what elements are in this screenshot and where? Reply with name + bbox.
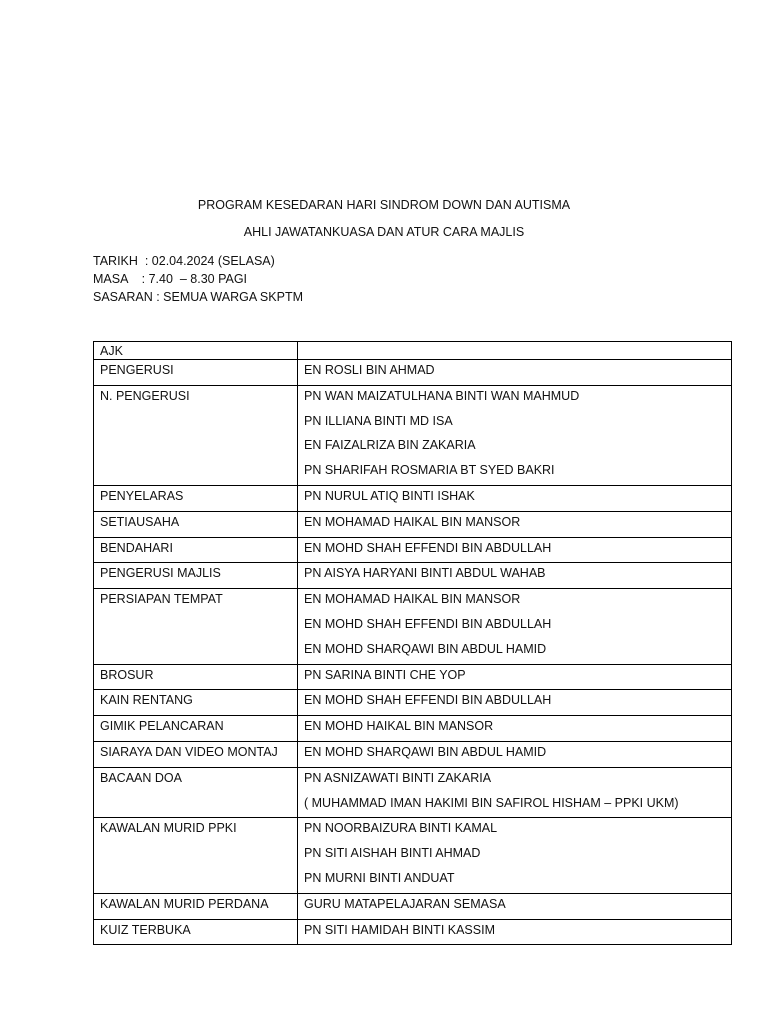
role-cell	[94, 716, 298, 742]
role-cell	[94, 767, 298, 818]
member-name: PN AISYA HARYANI BINTI ABDUL WAHAB	[304, 566, 546, 581]
committee-table	[93, 341, 732, 945]
role-cell	[94, 690, 298, 716]
table-row	[94, 690, 732, 716]
role-label: N. PENGERUSI	[100, 388, 190, 403]
document-subtitle: AHLI JAWATANKUASA DAN ATUR CARA MAJLIS	[243, 225, 525, 239]
member-name: EN MOHD SHAH EFFENDI BIN ABDULLAH	[304, 616, 552, 631]
info-date: TARIKH : 02.04.2024 (SELASA)	[93, 254, 275, 268]
role-cell	[94, 485, 298, 511]
header-cell-names	[298, 342, 732, 360]
role-cell	[94, 919, 298, 945]
table-row	[94, 589, 732, 664]
member-name: PN SHARIFAH ROSMARIA BT SYED BAKRI	[304, 463, 555, 478]
role-label: BENDAHARI	[100, 540, 173, 555]
table-row	[94, 485, 732, 511]
table-row	[94, 511, 732, 537]
role-cell	[94, 537, 298, 563]
names-cell	[298, 919, 732, 945]
names-cell	[298, 563, 732, 589]
member-name: EN MOHD SHARQAWI BIN ABDUL HAMID	[304, 641, 547, 656]
event-info	[93, 252, 303, 306]
member-name: ( MUHAMMAD IMAN HAKIMI BIN SAFIROL HISHAM – PPKI UKM)	[304, 795, 679, 810]
info-audience: SASARAN : SEMUA WARGA SKPTM	[93, 290, 303, 304]
table-row	[94, 385, 732, 485]
member-name: PN ILLIANA BINTI MD ISA	[304, 413, 453, 428]
header-cell-role	[94, 342, 298, 360]
names-cell	[298, 589, 732, 664]
role-cell	[94, 741, 298, 767]
role-cell	[94, 360, 298, 386]
header-label-role: AJK	[100, 344, 123, 358]
member-name: PN NURUL ATIQ BINTI ISHAK	[304, 488, 475, 503]
role-label: KAWALAN MURID PPKI	[100, 821, 237, 836]
member-name: PN ASNIZAWATI BINTI ZAKARIA	[304, 770, 492, 785]
info-time: MASA : 7.40 – 8.30 PAGI	[93, 272, 248, 286]
role-label: PENGERUSI	[100, 363, 174, 377]
member-name: EN MOHD SHAH EFFENDI BIN ABDULLAH	[304, 540, 552, 555]
role-label: PENYELARAS	[100, 488, 184, 503]
table-header-row	[94, 342, 732, 360]
table-row	[94, 537, 732, 563]
names-cell	[298, 511, 732, 537]
member-name: EN MOHD SHARQAWI BIN ABDUL HAMID	[304, 744, 547, 759]
role-label: BACAAN DOA	[100, 770, 182, 785]
role-label: BROSUR	[100, 667, 154, 682]
role-cell	[94, 511, 298, 537]
names-cell	[298, 893, 732, 919]
names-cell	[298, 537, 732, 563]
table-row	[94, 741, 732, 767]
table-row	[94, 893, 732, 919]
committee-table-body	[94, 342, 732, 945]
member-name: EN MOHD HAIKAL BIN MANSOR	[304, 719, 494, 734]
member-name: EN MOHAMAD HAIKAL BIN MANSOR	[304, 514, 521, 529]
role-label: PENGERUSI MAJLIS	[100, 566, 221, 581]
names-cell	[298, 360, 732, 386]
role-cell	[94, 818, 298, 893]
role-cell	[94, 589, 298, 664]
names-cell	[298, 664, 732, 690]
table-row	[94, 664, 732, 690]
document-title: PROGRAM KESEDARAN HARI SINDROM DOWN DAN AUTISMA	[197, 198, 571, 212]
member-name: EN FAIZALRIZA BIN ZAKARIA	[304, 438, 476, 453]
member-name: EN MOHAMAD HAIKAL BIN MANSOR	[304, 592, 521, 607]
role-label: KAIN RENTANG	[100, 693, 193, 708]
table-row	[94, 919, 732, 945]
table-row	[94, 767, 732, 818]
table-row	[94, 563, 732, 589]
role-label: SIARAYA DAN VIDEO MONTAJ	[100, 744, 278, 759]
names-cell	[298, 690, 732, 716]
member-name: GURU MATAPELAJARAN SEMASA	[304, 896, 506, 911]
role-cell	[94, 664, 298, 690]
table-row	[94, 818, 732, 893]
member-name: PN SITI HAMIDAH BINTI KASSIM	[304, 922, 495, 937]
member-name: PN NOORBAIZURA BINTI KAMAL	[304, 821, 498, 836]
role-label: KUIZ TERBUKA	[100, 922, 191, 937]
names-cell	[298, 767, 732, 818]
names-cell	[298, 741, 732, 767]
table-row	[94, 360, 732, 386]
role-cell	[94, 893, 298, 919]
names-cell	[298, 716, 732, 742]
header-label-names	[304, 342, 731, 359]
role-label: SETIAUSAHA	[100, 514, 180, 529]
member-name: PN SARINA BINTI CHE YOP	[304, 667, 466, 682]
role-label: KAWALAN MURID PERDANA	[100, 896, 269, 911]
role-cell	[94, 563, 298, 589]
role-label: PERSIAPAN TEMPAT	[100, 592, 223, 607]
table-row	[94, 716, 732, 742]
member-name: PN WAN MAIZATULHANA BINTI WAN MAHMUD	[304, 388, 580, 403]
member-name: EN ROSLI BIN AHMAD	[304, 363, 435, 377]
names-cell	[298, 385, 732, 485]
member-name: EN MOHD SHAH EFFENDI BIN ABDULLAH	[304, 693, 552, 708]
names-cell	[298, 818, 732, 893]
names-cell	[298, 485, 732, 511]
role-label: GIMIK PELANCARAN	[100, 719, 224, 734]
member-name: PN SITI AISHAH BINTI AHMAD	[304, 846, 481, 861]
role-cell	[94, 385, 298, 485]
member-name: PN MURNI BINTI ANDUAT	[304, 870, 455, 885]
